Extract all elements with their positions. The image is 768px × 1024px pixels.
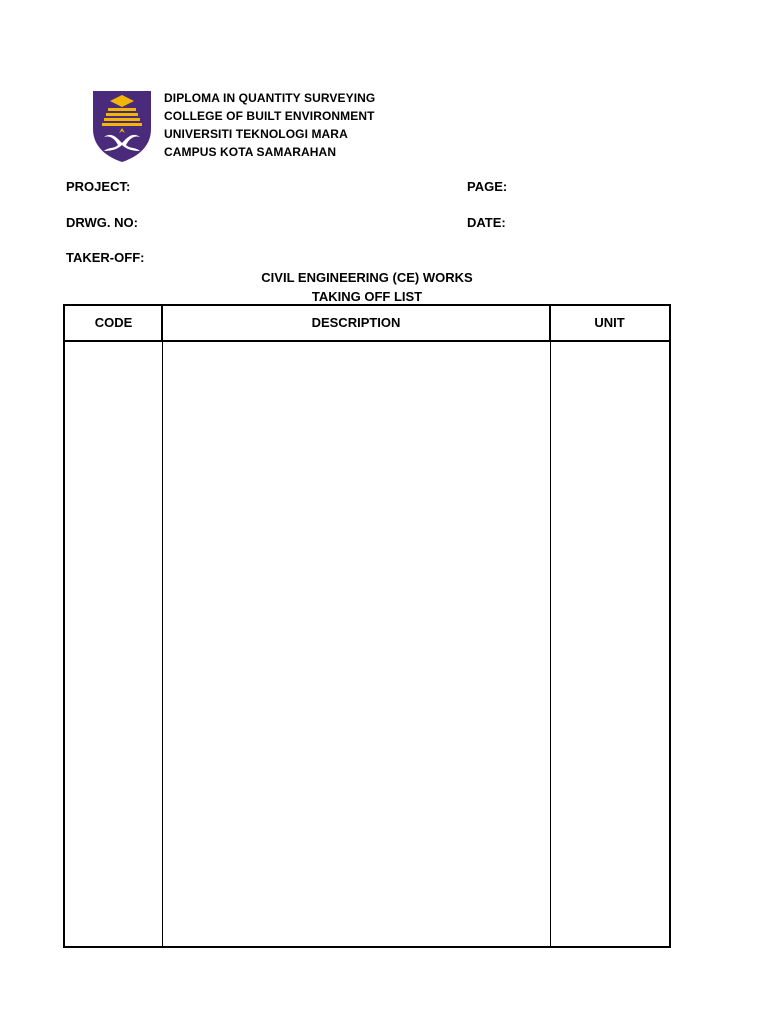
campus-name: CAMPUS KOTA SAMARAHAN bbox=[164, 145, 337, 159]
page-label: PAGE: bbox=[467, 179, 508, 194]
document-title bbox=[62, 268, 672, 306]
project-label: PROJECT: bbox=[66, 179, 131, 194]
uitm-logo bbox=[92, 89, 152, 163]
column-divider-unit bbox=[550, 306, 551, 946]
institution-header bbox=[164, 89, 375, 161]
taking-off-table bbox=[63, 304, 671, 948]
column-header-unit: UNIT bbox=[594, 315, 625, 330]
university-name: UNIVERSITI TEKNOLOGI MARA bbox=[164, 127, 348, 141]
title-line-2: TAKING OFF LIST bbox=[311, 289, 423, 304]
drawing-number-label: DRWG. NO: bbox=[66, 215, 138, 230]
column-header-description: DESCRIPTION bbox=[311, 315, 401, 330]
college-name: COLLEGE OF BUILT ENVIRONMENT bbox=[164, 109, 375, 123]
date-label: DATE: bbox=[467, 215, 506, 230]
column-header-code: CODE bbox=[94, 315, 133, 330]
title-line-1: CIVIL ENGINEERING (CE) WORKS bbox=[261, 270, 473, 285]
taker-off-label: TAKER-OFF: bbox=[66, 250, 145, 265]
column-divider-code bbox=[162, 306, 163, 946]
program-name: DIPLOMA IN QUANTITY SURVEYING bbox=[164, 91, 376, 105]
header-divider bbox=[65, 340, 669, 342]
